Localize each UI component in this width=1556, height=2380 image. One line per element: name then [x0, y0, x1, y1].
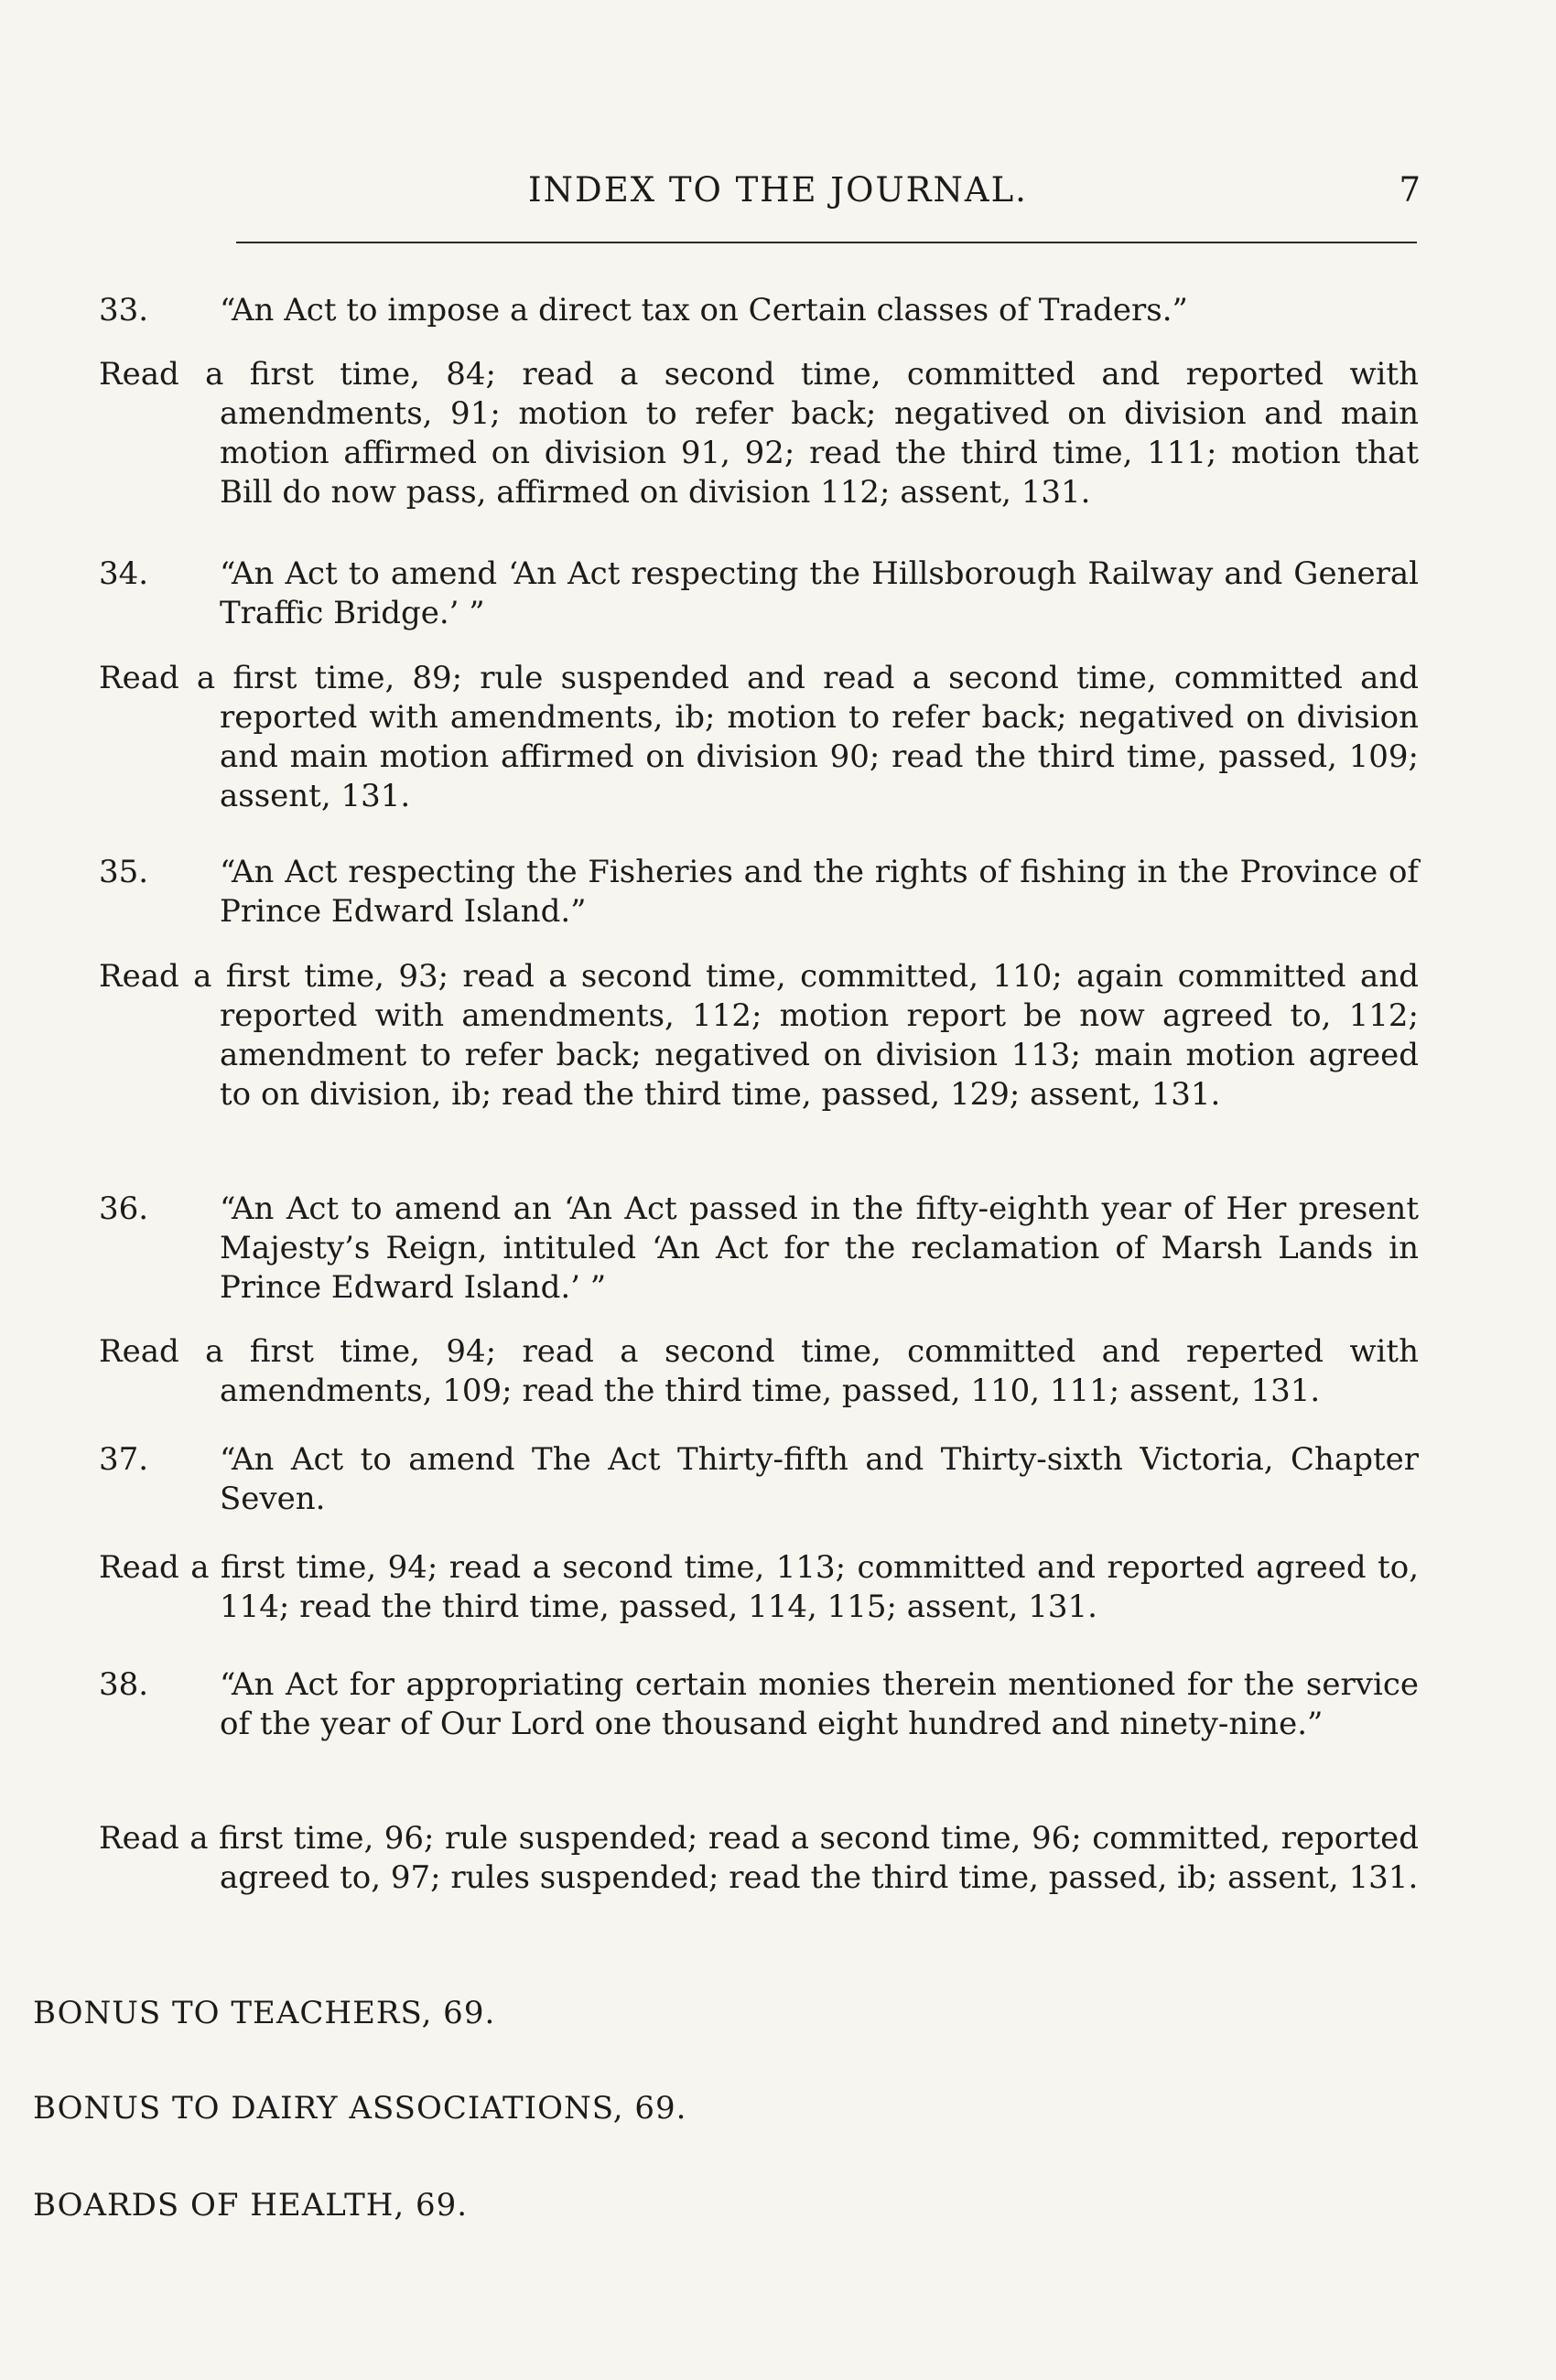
bill-history-38: Read a first time, 96; rule suspended; read a second time, 96; committed, reported agreed to, 97; rules suspended; read the third time, passed, ib; assent, 131. — [99, 1820, 1419, 1896]
running-title: INDEX TO THE JOURNAL. — [528, 170, 1028, 210]
bill-number: 36. — [99, 1190, 149, 1227]
index-heading-boards-health: BOARDS OF HEALTH, 69. — [33, 2187, 469, 2224]
bill-number: 37. — [99, 1441, 149, 1478]
index-heading-bonus-dairy: BONUS TO DAIRY ASSOCIATIONS, 69. — [33, 2090, 687, 2127]
bill-title-38 — [99, 1665, 1419, 1744]
bill-history-33: Read a first time, 84; read a second time, committed and reported with amendments, 91; motion to refer back; negatived on division and main motion affirmed on division 91, 92; read the third time, 111; motion that Bill do now pass, affirmed on division 112; assent, 131. — [99, 356, 1419, 511]
header-rule — [236, 242, 1417, 243]
bill-title-36 — [99, 1190, 1419, 1308]
bill-title-33 — [99, 291, 1419, 330]
bill-number: 33. — [99, 292, 149, 328]
bill-number: 35. — [99, 854, 149, 890]
bill-title-35 — [99, 853, 1419, 932]
bill-title-text: “An Act respecting the Fisheries and the rights of fishing in the Province of Prince Edward Island.” — [220, 854, 1419, 930]
bill-title-text: “An Act to amend The Act Thirty-fifth and Thirty-sixth Victoria, Chapter Seven. — [220, 1441, 1419, 1517]
index-heading-bonus-teachers: BONUS TO TEACHERS, 69. — [33, 1995, 496, 2031]
bill-history-35: Read a first time, 93; read a second time, committed, 110; again committed and reported with amendments, 112; motion report be now agreed to, 112; amendment to refer back; negatived on division 113; main motion agreed to on division, ib; read the third time, passed, 129; assent, 131. — [99, 958, 1419, 1113]
bill-number: 38. — [99, 1666, 149, 1703]
bill-number: 34. — [99, 555, 149, 592]
bill-title-text: “An Act for appropriating certain monies therein mentioned for the service of the year of Our Lord one thousand eight hundred and ninety-nine.” — [220, 1666, 1419, 1742]
bill-title-text: “An Act to amend ‘An Act respecting the Hillsborough Railway and General Traffic Bridge.’ ” — [220, 555, 1419, 631]
bill-history-36: Read a first time, 94; read a second time, committed and reperted with amendments, 109; read the third time, passed, 110, 111; assent, 131. — [99, 1333, 1419, 1409]
bill-history-34: Read a first time, 89; rule suspended and read a second time, committed and reported with amendments, ib; motion to refer back; negatived on division and main motion affirmed on division 90; read the third time, passed, 109; assent, 131. — [99, 660, 1419, 814]
bill-title-34 — [99, 555, 1419, 633]
bill-title-text: “An Act to amend an ‘An Act passed in the fifty-eighth year of Her present Majesty’s Reign, intituled ‘An Act for the reclamation of Marsh Lands in Prince Edward Island.’ ” — [220, 1190, 1419, 1306]
page-header — [0, 170, 1556, 225]
page-number: 7 — [1399, 170, 1421, 210]
bill-title-37 — [99, 1440, 1419, 1519]
bill-title-text: “An Act to impose a direct tax on Certain classes of Traders.” — [220, 292, 1188, 328]
bill-history-37: Read a first time, 94; read a second time, 113; committed and reported agreed to, 114; read the third time, passed, 114, 115; assent, 131. — [99, 1549, 1419, 1625]
